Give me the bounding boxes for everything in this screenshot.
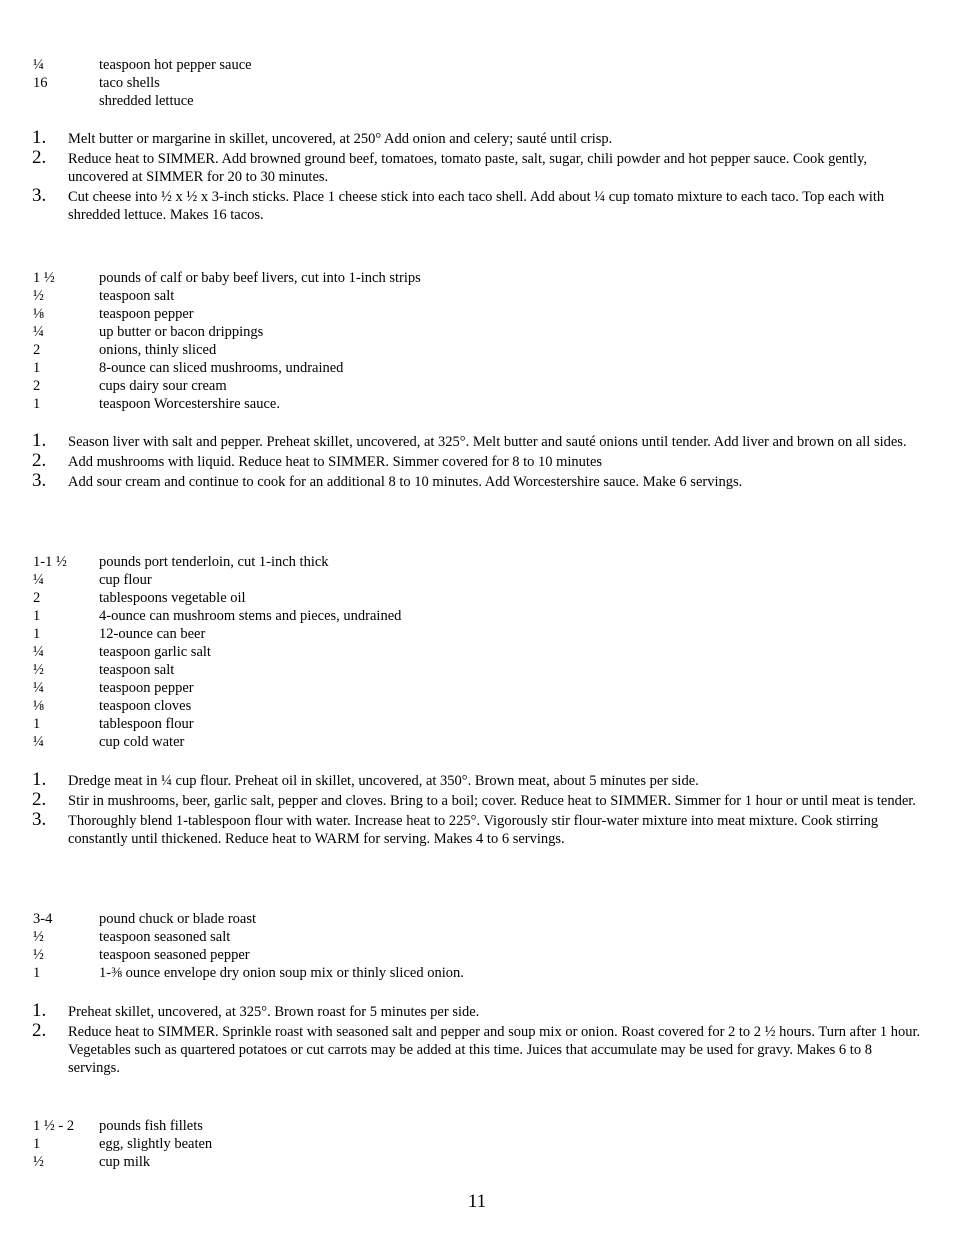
ingredient-row: [0, 607, 954, 625]
ingredient-row: [0, 625, 954, 643]
instruction-step: [0, 147, 954, 186]
ingredient-quantity: ½: [33, 929, 44, 945]
instruction-step: [0, 127, 954, 148]
ingredient-text: up butter or bacon drippings: [99, 324, 264, 340]
ingredient-quantity: ½: [33, 288, 44, 304]
step-text: Add sour cream and continue to cook for an additional 8 to 10 minutes. Add Worcestershire sauce. Make 6 servings.: [68, 474, 743, 490]
step-text: Melt butter or margarine in skillet, uncovered, at 250° Add onion and celery; sauté until crisp.: [68, 131, 613, 147]
ingredient-row: [0, 697, 954, 715]
ingredient-row: [0, 928, 954, 946]
instruction-step: [0, 1020, 954, 1077]
step-number: 2.: [32, 450, 47, 471]
ingredient-row: [0, 661, 954, 679]
ingredient-quantity: 1: [33, 396, 41, 412]
recipe-2-steps: [0, 430, 954, 493]
ingredient-row: [0, 287, 954, 305]
ingredient-row: [0, 341, 954, 359]
step-text: Season liver with salt and pepper. Preheat skillet, uncovered, at 325°. Melt butter and sauté onions until tender. Add liver and brown on all sides.: [68, 434, 907, 450]
ingredient-quantity: ¼: [33, 680, 44, 696]
recipe-5-ingredients: [0, 1117, 954, 1171]
instruction-step: [0, 809, 954, 848]
ingredient-row: [0, 733, 954, 751]
ingredient-text: 12-ounce can beer: [99, 626, 206, 642]
ingredient-text: teaspoon Worcestershire sauce.: [99, 396, 280, 412]
page-number: 11: [467, 1191, 487, 1212]
ingredient-quantity: 1: [33, 716, 41, 732]
ingredient-text: egg, slightly beaten: [99, 1136, 213, 1152]
ingredient-quantity: 2: [33, 378, 41, 394]
ingredient-text: shredded lettuce: [99, 93, 194, 109]
ingredient-quantity: ¼: [33, 734, 44, 750]
ingredient-row: [0, 1135, 954, 1153]
ingredient-text: teaspoon pepper: [99, 680, 194, 696]
ingredient-text: tablespoon flour: [99, 716, 194, 732]
ingredient-text: taco shells: [99, 75, 160, 91]
ingredient-quantity: 1: [33, 360, 41, 376]
instruction-step: [0, 789, 954, 810]
ingredient-text: teaspoon pepper: [99, 306, 194, 322]
step-number: 1.: [32, 127, 47, 148]
ingredient-text: 1-⅜ ounce envelope dry onion soup mix or thinly sliced onion.: [99, 965, 464, 981]
ingredient-row: [0, 964, 954, 982]
ingredient-row: [0, 643, 954, 661]
ingredient-quantity: 1 ½ - 2: [33, 1118, 75, 1134]
step-text: Add mushrooms with liquid. Reduce heat to SIMMER. Simmer covered for 8 to 10 minutes: [68, 454, 603, 470]
ingredient-quantity: 2: [33, 590, 41, 606]
ingredient-row: [0, 74, 954, 92]
ingredient-text: teaspoon seasoned salt: [99, 929, 231, 945]
ingredient-text: pounds of calf or baby beef livers, cut into 1-inch strips: [99, 270, 421, 286]
ingredient-quantity: 2: [33, 342, 41, 358]
instruction-step: [0, 185, 954, 224]
recipe-3-steps: [0, 769, 954, 850]
ingredient-quantity: ¼: [33, 324, 44, 340]
ingredient-quantity: ¼: [33, 644, 44, 660]
step-number: 3.: [32, 809, 47, 830]
recipe-1-steps: [0, 127, 954, 226]
step-number: 2.: [32, 147, 47, 168]
step-number: 3.: [32, 185, 47, 206]
ingredient-quantity: ⅛: [33, 698, 44, 714]
step-text: Reduce heat to SIMMER. Sprinkle roast with seasoned salt and pepper and soup mix or onion. Roast covered for 2 to 2 ½ hours. Turn after 1 hour. Vegetables such as quartered potatoes or cut carrots may be added at this time. Juices that accumulate may be used for gravy. Makes 6 to 8 servings.: [68, 1024, 921, 1076]
ingredient-quantity: 1 ½: [33, 270, 55, 286]
ingredient-quantity: ¼: [33, 572, 44, 588]
step-text: Thoroughly blend 1-tablespoon flour with water. Increase heat to 225°. Vigorously stir flour-water mixture into meat mixture. Cook stirring constantly until thickened. Reduce heat to WARM for serving. Makes 4 to 6 servings.: [68, 813, 879, 847]
ingredient-row: [0, 377, 954, 395]
ingredient-text: 4-ounce can mushroom stems and pieces, undrained: [99, 608, 402, 624]
ingredient-row: [0, 946, 954, 964]
step-text: Preheat skillet, uncovered, at 325°. Brown roast for 5 minutes per side.: [68, 1004, 480, 1020]
ingredient-text: cup milk: [99, 1154, 151, 1170]
instruction-step: [0, 430, 954, 451]
ingredient-text: tablespoons vegetable oil: [99, 590, 246, 606]
ingredient-row: [0, 553, 954, 571]
ingredient-row: [0, 323, 954, 341]
recipe-4-ingredients: [0, 910, 954, 982]
ingredient-quantity: ½: [33, 947, 44, 963]
step-number: 1.: [32, 769, 47, 790]
ingredient-text: cup flour: [99, 572, 152, 588]
ingredient-row: [0, 269, 954, 287]
ingredient-text: pound chuck or blade roast: [99, 911, 257, 927]
ingredient-text: onions, thinly sliced: [99, 342, 217, 358]
step-number: 1.: [32, 430, 47, 451]
ingredient-quantity: ¼: [33, 57, 44, 73]
ingredient-row: [0, 571, 954, 589]
ingredient-row: [0, 56, 954, 74]
ingredient-text: teaspoon seasoned pepper: [99, 947, 250, 963]
instruction-step: [0, 450, 954, 471]
ingredient-text: teaspoon garlic salt: [99, 644, 211, 660]
ingredient-quantity: 1: [33, 608, 41, 624]
instruction-step: [0, 769, 954, 790]
ingredient-row: [0, 92, 954, 110]
ingredient-row: [0, 395, 954, 413]
recipe-1-ingredients: [0, 56, 954, 110]
ingredient-quantity: ⅛: [33, 306, 44, 322]
ingredient-row: [0, 589, 954, 607]
ingredient-row: [0, 679, 954, 697]
ingredient-text: cup cold water: [99, 734, 185, 750]
ingredient-text: teaspoon salt: [99, 288, 175, 304]
step-number: 1.: [32, 1000, 47, 1021]
ingredient-text: pounds fish fillets: [99, 1118, 203, 1134]
ingredient-quantity: 1: [33, 626, 41, 642]
step-number: 2.: [32, 1020, 47, 1041]
ingredient-text: 8-ounce can sliced mushrooms, undrained: [99, 360, 344, 376]
ingredient-row: [0, 359, 954, 377]
ingredient-text: teaspoon cloves: [99, 698, 192, 714]
ingredient-quantity: 1: [33, 965, 41, 981]
ingredient-quantity: 16: [33, 75, 48, 91]
ingredient-text: teaspoon hot pepper sauce: [99, 57, 252, 73]
ingredient-text: pounds port tenderloin, cut 1-inch thick: [99, 554, 329, 570]
ingredient-quantity: 1-1 ½: [33, 554, 67, 570]
ingredient-quantity: ½: [33, 1154, 44, 1170]
ingredient-row: [0, 1153, 954, 1171]
ingredient-row: [0, 305, 954, 323]
ingredient-row: [0, 715, 954, 733]
step-number: 2.: [32, 789, 47, 810]
ingredient-row: [0, 1117, 954, 1135]
instruction-step: [0, 1000, 954, 1021]
ingredient-quantity: ½: [33, 662, 44, 678]
recipe-4-steps: [0, 1000, 954, 1079]
step-number: 3.: [32, 470, 47, 491]
recipe-3-ingredients: [0, 553, 954, 751]
ingredient-row: [0, 910, 954, 928]
step-text: Cut cheese into ½ x ½ x 3-inch sticks. Place 1 cheese stick into each taco shell. Add about ¼ cup tomato mixture to each taco. Top each with shredded lettuce. Makes 16 tacos.: [68, 189, 885, 223]
instruction-step: [0, 470, 954, 491]
ingredient-text: teaspoon salt: [99, 662, 175, 678]
step-text: Stir in mushrooms, beer, garlic salt, pepper and cloves. Bring to a boil; cover. Reduce heat to SIMMER. Simmer for 1 hour or until meat is tender.: [68, 793, 916, 809]
ingredient-quantity: 3-4: [33, 911, 53, 927]
step-text: Reduce heat to SIMMER. Add browned ground beef, tomatoes, tomato paste, salt, sugar, chili powder and hot pepper sauce. Cook gently, uncovered at SIMMER for 20 to 30 minutes.: [68, 151, 868, 185]
ingredient-quantity: 1: [33, 1136, 41, 1152]
recipe-2-ingredients: [0, 269, 954, 413]
ingredient-text: cups dairy sour cream: [99, 378, 227, 394]
step-text: Dredge meat in ¼ cup flour. Preheat oil in skillet, uncovered, at 350°. Brown meat, about 5 minutes per side.: [68, 773, 699, 789]
